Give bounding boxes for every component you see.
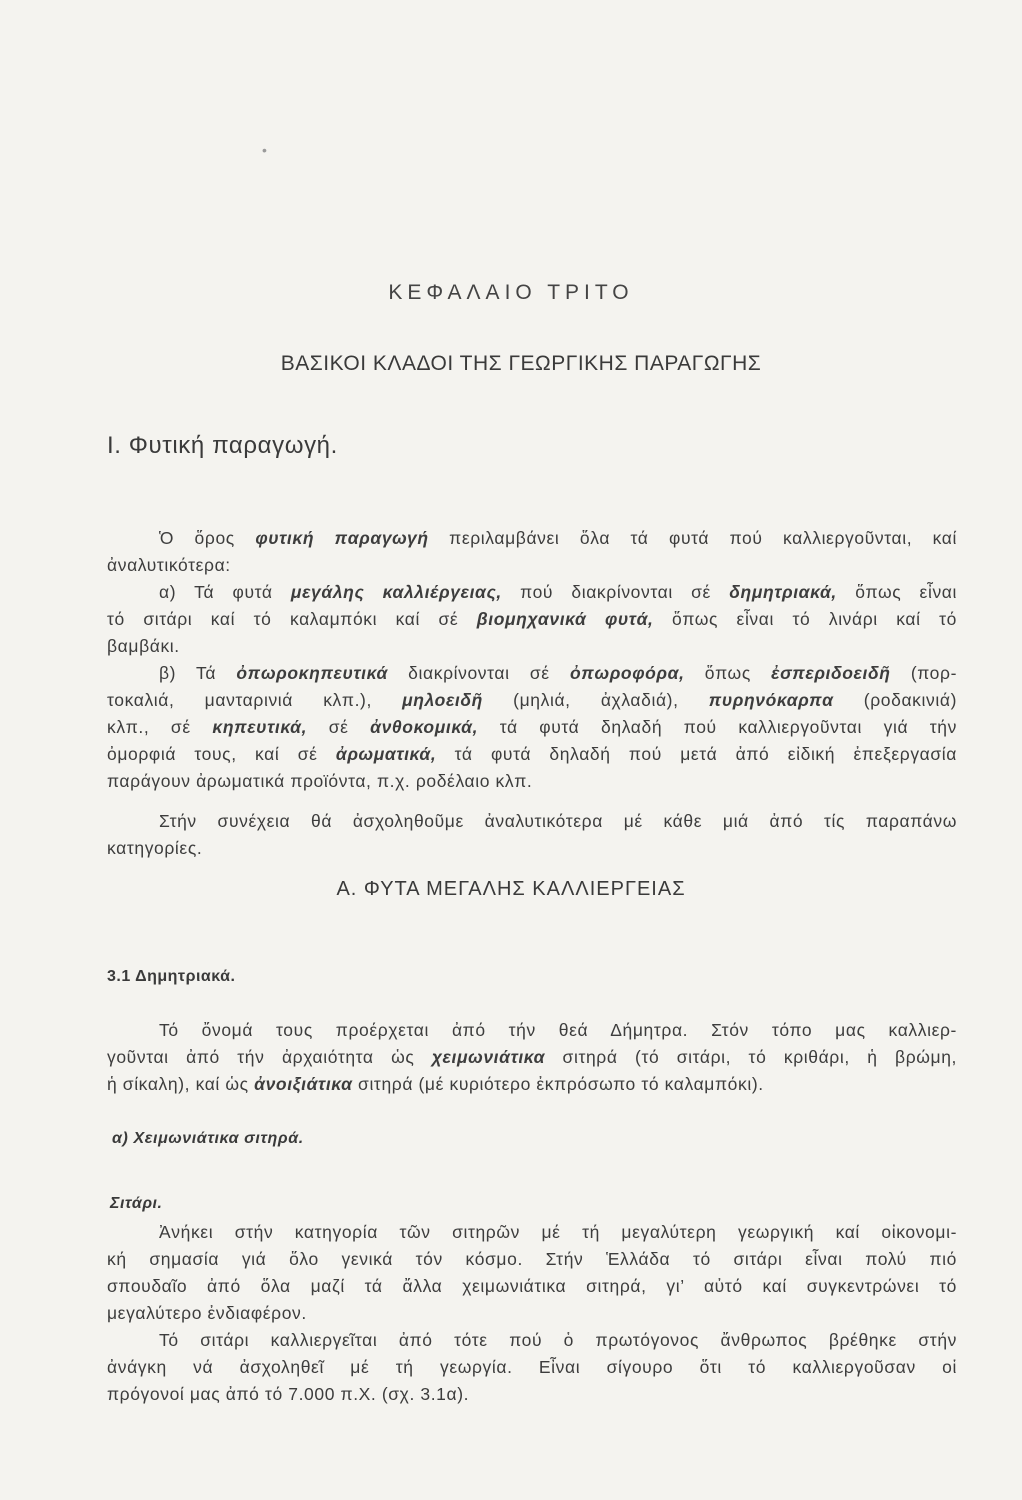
text-run: διακρίνονται σέ xyxy=(387,663,570,683)
item-b-line-5: παράγουν ἀρωματικά προϊόντα, π.χ. ροδέλαιο κλπ. xyxy=(107,771,533,791)
text-run: ὅπως εἶναι xyxy=(836,582,957,602)
heading-cereals: 3.1 Δημητριακά. xyxy=(107,968,236,985)
bold-term: πυρηνόκαρπα xyxy=(708,690,834,710)
wheat2-line-2: ἀνάγκη νά ἀσχοληθεῖ μέ τή γεωργία. Εἶναι σίγουρο ὅτι τό καλλιεργοῦσαν οἱ xyxy=(107,1357,957,1377)
section-title: ΒΑΣΙΚΟΙ ΚΛΑΔΟΙ ΤΗΣ ΓΕΩΡΓΙΚΗΣ ΠΑΡΑΓΩΓΗΣ xyxy=(280,352,762,375)
continuation-line-2: κατηγορίες. xyxy=(107,838,203,858)
item-b-line-4 xyxy=(107,741,957,768)
text-run: ὅπως εἶναι τό λινάρι καί τό xyxy=(653,609,957,629)
item-a-line-2 xyxy=(107,606,957,633)
bold-term: ἀρωματικά, xyxy=(335,744,437,764)
text-run: Ὁ ὅρος xyxy=(159,528,256,548)
bold-term: χειμωνιάτικα xyxy=(431,1047,546,1067)
bold-term: κηπευτικά, xyxy=(212,717,308,737)
intro-paragraph xyxy=(107,525,957,579)
text-run: ἡ σίκαλη), καί ὡς xyxy=(107,1074,255,1094)
intro-line-1 xyxy=(107,525,957,552)
text-run: κλπ., σέ xyxy=(107,717,213,737)
wheat1-line-2: κή σημασία γιά ὅλο γενικά τόν κόσμο. Στήν Ἑλλάδα τό σιτάρι εἶναι πολύ πιό xyxy=(107,1249,957,1269)
bold-term: βιομηχανικά φυτά, xyxy=(476,609,654,629)
cereals-line-3 xyxy=(107,1071,957,1098)
intro-line-2: ἀναλυτικότερα: xyxy=(107,555,231,575)
bold-term: φυτική παραγωγή xyxy=(255,528,429,548)
item-b-paragraph xyxy=(107,660,957,795)
wheat2-line-1: Τό σιτάρι καλλιεργεῖται ἀπό τότε πού ὁ πρωτόγονος ἄνθρωπος βρέθηκε στήν xyxy=(159,1330,957,1350)
text-run: β) Τά xyxy=(159,663,237,683)
text-run: (μηλιά, ἀχλαδιά), xyxy=(482,690,709,710)
bold-term: ἀνθοκομικά, xyxy=(370,717,479,737)
item-b-line-1 xyxy=(107,660,957,687)
text-run: σιτηρά (τό σιτάρι, τό κριθάρι, ἡ βρώμη, xyxy=(545,1047,957,1067)
heading-wheat: Σιτάρι. xyxy=(110,1195,163,1212)
text-run: σέ xyxy=(307,717,371,737)
continuation-paragraph xyxy=(107,808,957,862)
item-a-paragraph xyxy=(107,579,957,660)
text-run: τά φυτά δηλαδή πού καλλιεργοῦνται γιά τήν xyxy=(478,717,957,737)
bold-term: ἐσπεριδοειδῆ xyxy=(771,663,891,683)
wheat2-line-3: πρόγονοί μας ἀπό τό 7.000 π.Χ. (σχ. 3.1α). xyxy=(107,1384,470,1404)
bold-term: μεγάλης καλλιέργειας, xyxy=(290,582,502,602)
text-run: τό σιτάρι καί τό καλαμπόκι καί σέ xyxy=(107,609,477,629)
text-run: ὅπως xyxy=(684,663,772,683)
text-run: τά φυτά δηλαδή πού μετά ἀπό εἰδική ἐπεξεργασία xyxy=(436,744,958,764)
text-run: πού διακρίνονται σέ xyxy=(501,582,730,602)
wheat-paragraph-2 xyxy=(107,1327,957,1408)
item-b-line-2 xyxy=(107,687,957,714)
text-run: α) Τά φυτά xyxy=(159,582,291,602)
cereals-line-2 xyxy=(107,1044,957,1071)
text-run: περιλαμβάνει ὅλα τά φυτά πού καλλιεργοῦνται, καί xyxy=(428,528,957,548)
cereals-line-1: Τό ὄνομά τους προέρχεται ἀπό τήν θεά Δήμητρα. Στόν τόπο μας καλλιερ- xyxy=(159,1020,957,1040)
item-b-line-3 xyxy=(107,714,957,741)
wheat1-line-1: Ἀνήκει στήν κατηγορία τῶν σιτηρῶν μέ τή μεγαλύτερη γεωργική καί οἰκονομι- xyxy=(159,1222,957,1242)
item-a-line-3: βαμβάκι. xyxy=(107,636,180,656)
chapter-heading: ΚΕΦΑΛΑΙΟ ΤΡΙΤΟ xyxy=(388,281,634,304)
bold-term: ὀπωροφόρα, xyxy=(569,663,685,683)
text-run: τοκαλιά, μανταρινιά κλπ.), xyxy=(107,690,403,710)
wheat-paragraph-1 xyxy=(107,1219,957,1327)
heading-winter-cereals: α) Χειμωνιάτικα σιτηρά. xyxy=(112,1130,304,1147)
text-run: (πορ- xyxy=(890,663,957,683)
wheat1-line-3: σπουδαῖο ἀπό ὅλα μαζί τά ἄλλα χειμωνιάτικα σιτηρά, γι’ αὐτό καί συγκεντρώνει τό xyxy=(107,1276,957,1296)
text-run: (ροδακινιά) xyxy=(833,690,957,710)
text-run: ὀμορφιά τους, καί σέ xyxy=(107,744,336,764)
bold-term: μηλοειδῆ xyxy=(402,690,483,710)
wheat1-line-4: μεγαλύτερο ἐνδιαφέρον. xyxy=(107,1303,307,1323)
bold-term: ὀπωροκηπευτικά xyxy=(236,663,388,683)
subsection-title: Α. ΦΥΤΑ ΜΕΓΑΛΗΣ ΚΑΛΛΙΕΡΓΕΙΑΣ xyxy=(336,878,686,900)
bold-term: δημητριακά, xyxy=(729,582,837,602)
continuation-line-1: Στήν συνέχεια θά ἀσχοληθοῦμε ἀναλυτικότερα μέ κάθε μιά ἀπό τίς παραπάνω xyxy=(159,811,957,831)
cereals-paragraph xyxy=(107,1017,957,1098)
stray-mark: • xyxy=(262,142,267,158)
text-run: σιτηρά (μέ κυριότερο ἐκπρόσωπο τό καλαμπόκι). xyxy=(352,1074,764,1094)
item-a-line-1 xyxy=(107,579,957,606)
text-run: γοῦνται ἀπό τήν ἀρχαιότητα ὡς xyxy=(107,1047,432,1067)
bold-term: ἀνοιξιάτικα xyxy=(254,1074,353,1094)
part-title: Ι. Φυτική παραγωγή. xyxy=(107,432,338,459)
